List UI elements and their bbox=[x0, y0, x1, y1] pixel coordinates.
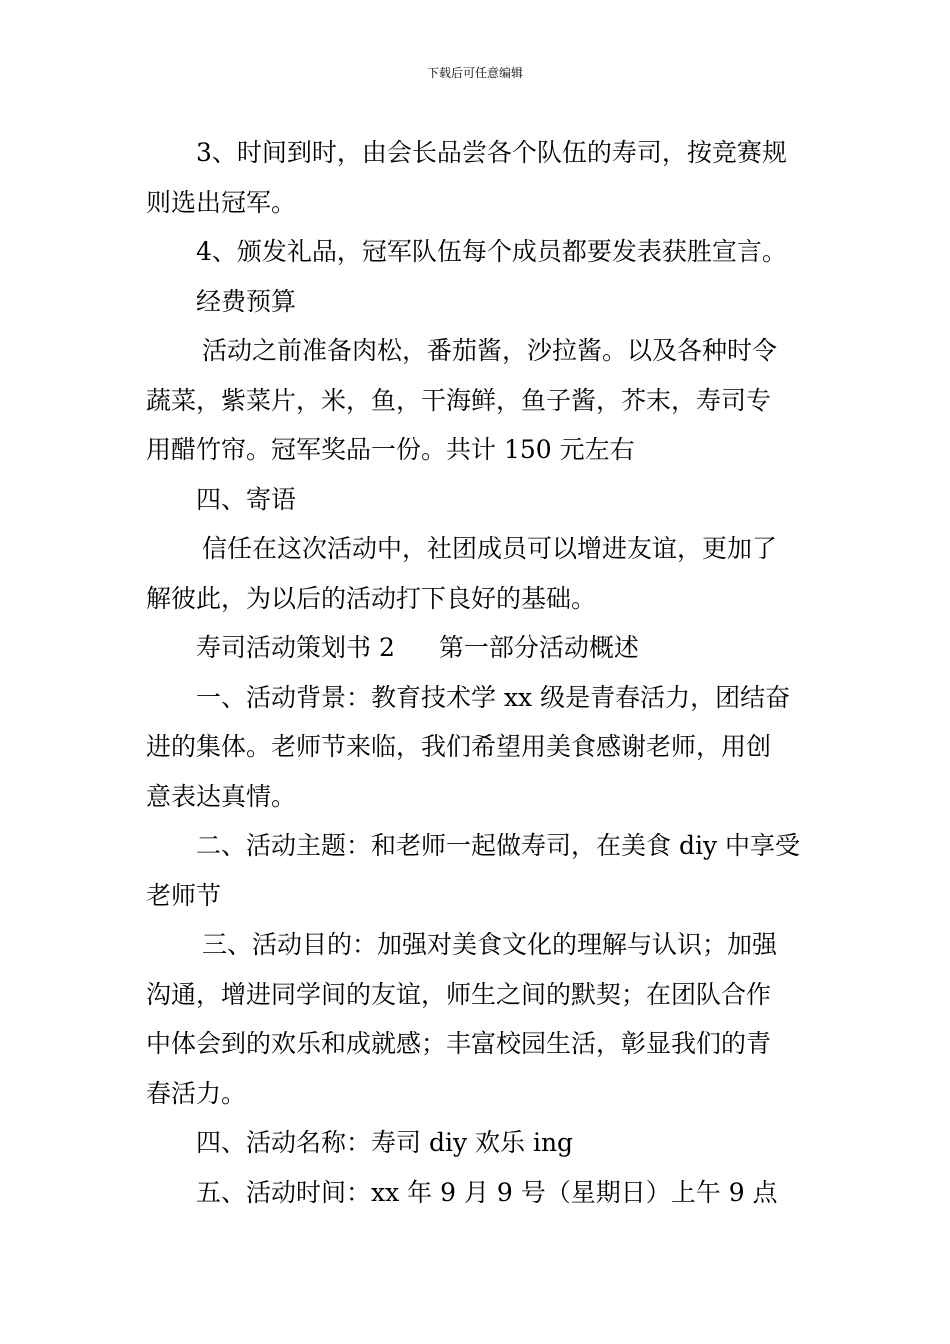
paragraph-line: 老师节 bbox=[146, 880, 222, 910]
paragraph-line: 4、颁发礼品，冠军队伍每个成员都要发表获胜宣言。 bbox=[196, 237, 787, 266]
plan-title-line bbox=[146, 623, 810, 673]
paragraph-line: 中体会到的欢乐和成就感；丰富校园生活，彰显我们的青 bbox=[146, 1029, 772, 1058]
paragraph-line: 二、活动主题：和老师一起做寿司，在美食 diy 中享受 bbox=[196, 831, 801, 860]
paragraph-line: 四、活动名称：寿司 diy 欢乐 ing bbox=[196, 1128, 574, 1157]
section-heading-message: 四、寄语 bbox=[196, 484, 297, 514]
paragraph-line: 意表达真情。 bbox=[146, 781, 297, 811]
paragraph-line: 3、时间到时，由会长品尝各个队伍的寿司，按竞赛规 bbox=[196, 138, 787, 167]
paragraph-line: 信任在这次活动中，社团成员可以增进友谊，更加了 bbox=[202, 534, 778, 563]
paragraph-line: 蔬菜，紫菜片，米，鱼，干海鲜，鱼子酱，芥末，寿司专 bbox=[146, 385, 772, 415]
paragraph-line: 春活力。 bbox=[146, 1078, 247, 1108]
paragraph-line: 用醋竹帘。冠军奖品一份。共计 150 元左右 bbox=[146, 435, 635, 464]
plan-part-title: 第一部分活动概述 bbox=[438, 633, 639, 662]
document-body bbox=[146, 128, 810, 1217]
paragraph-line: 五、活动时间：xx 年 9 月 9 号（星期日）上午 9 点 bbox=[196, 1177, 778, 1207]
page-header: 下载后可任意编辑 bbox=[426, 66, 523, 80]
plan-title: 寿司活动策划书 2 bbox=[196, 633, 395, 662]
paragraph-line: 进的集体。老师节来临，我们希望用美食感谢老师，用创 bbox=[146, 732, 772, 761]
paragraph-line: 活动之前准备肉松，番茄酱，沙拉酱。以及各种时令 bbox=[202, 336, 778, 365]
paragraph-line: 则选出冠军。 bbox=[146, 187, 297, 217]
paragraph-line: 三、活动目的：加强对美食文化的理解与认识；加强 bbox=[202, 930, 778, 959]
section-heading-budget: 经费预算 bbox=[196, 286, 297, 316]
paragraph-line: 一、活动背景：教育技术学 xx 级是青春活力，团结奋 bbox=[196, 682, 791, 712]
paragraph-line: 沟通，增进同学间的友谊，师生之间的默契；在团队合作 bbox=[146, 979, 772, 1009]
paragraph-line: 解彼此，为以后的活动打下良好的基础。 bbox=[146, 583, 597, 613]
